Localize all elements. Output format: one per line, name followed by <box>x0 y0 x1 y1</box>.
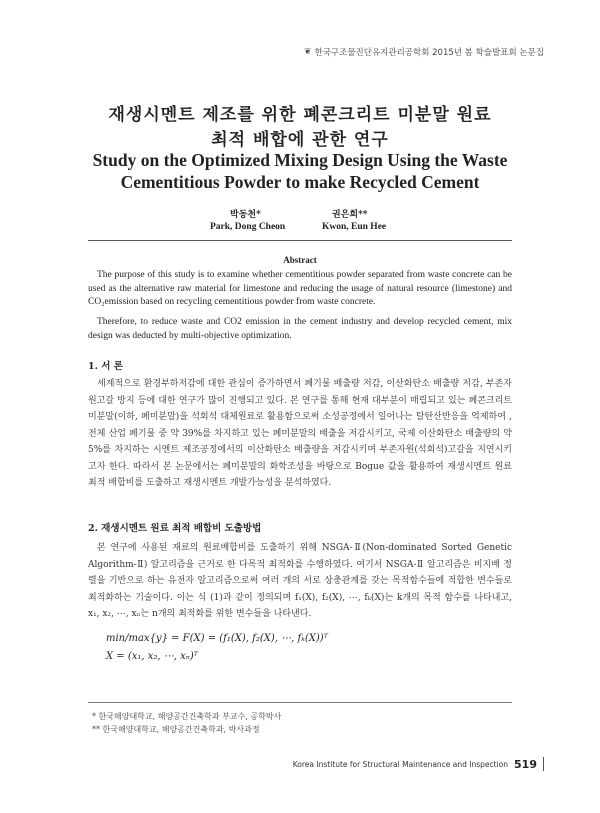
section-2-body: 본 연구에 사용된 재료의 원료배합비를 도출하기 위해 NSGA-Ⅱ(Non-dominated Sorted Genetic Algorithm-Ⅱ) 알고리즘을 근거로 한 다목적 최적화를 수행하였다. 여기서 NSGA-Ⅱ 알고리즘은 비지배 정렬을 기반으로 하는 유전자 알고리즘으로써 여러 개의 서로 상충관계를 갖는 목적함수들에 적합한 변수들로 최적화하는 기술이다. 이는 식 (1)과 같이 정의되며 f₁(X), f₂(X), ⋯, fₖ(X)는 k개의 목적 함수를 나타내고, x₁, x₂, ⋯, xₙ는 n개의 최적화를 위한 변수들을 나타낸다. <box>88 543 512 619</box>
title-english-line-2: Cementitious Powder to make Recycled Cement <box>120 172 480 192</box>
title-korean-line-2: 최적 배합에 관한 연구 <box>211 130 389 150</box>
page-footer <box>293 757 544 771</box>
page-number: 519 <box>514 757 537 771</box>
title-korean-line-1: 재생시멘트 제조를 위한 폐콘크리트 미분말 원료 <box>108 105 492 125</box>
section-1-heading: 1. 서 론 <box>88 361 123 372</box>
footnote-2: ** 한국해양대학교, 해양공간건축학과, 박사과정 <box>92 725 260 734</box>
abstract-paragraph-1: The purpose of this study is to examine whether cementitious powder separated from waste concrete can be used as the alternative raw material for limestone and reducing the usage of natural resource (limestone) and CO₂emission based on recycling cementitious powder from waste concrete. <box>88 270 512 307</box>
leaf-icon: ❦ <box>303 47 312 57</box>
footnote-1: * 한국해양대학교, 해양공간건축학과 부교수, 공학박사 <box>92 712 282 721</box>
author-1-english: Park, Dong Cheon <box>210 222 286 232</box>
equation-2: X = (x₁, x₂, ⋯, xₙ)ᵀ <box>106 651 198 662</box>
author-1-korean: 박동천* <box>230 210 261 220</box>
footer-society-name: Korea Institute for Structural Maintenance and Inspection <box>292 759 509 769</box>
equation-1: min/max{y} = F(X) = (f₁(X), f₂(X), ⋯, fₖ(X))ᵀ <box>106 633 328 644</box>
abstract-heading: Abstract <box>283 255 317 265</box>
section-2-heading: 2. 재생시멘트 원료 최적 배합비 도출방법 <box>88 523 262 534</box>
footer-bar <box>543 757 544 771</box>
author-2-english: Kwon, Eun Hee <box>322 222 387 232</box>
author-2-korean: 권은희** <box>332 210 368 220</box>
title-divider <box>88 240 512 241</box>
running-header-text: 한국구조물진단유지관리공학회 2015년 봄 학술발표회 논문집 <box>314 48 544 58</box>
section-1-body: 세계적으로 환경부하저감에 대한 관심이 증가하면서 폐기물 배출량 저감, 이산화탄소 배출량 저감, 부존자원고갈 방지 등에 대한 연구가 많이 진행되고 있다. 본 연구를 통해 현재 대부분이 매립되고 있는 폐콘크리트 미분말(이하, 폐미분말)을 석회석 대체원료로 활용함으로써 소성공정에서 일어나는 탈탄산반응을 억제하여 , 전체 산업 폐기물 중 약 39%를 차지하고 있는 폐미분말의 배출을 저감시키고, 국제 이산화탄소 배출량의 약 5%를 차지하는 시멘트 제조공정에서의 이산화탄소 배출량을 저감시키며 부존자원(석회석)고갈을 지연시키고자 한다. 따라서 본 논문에서는 폐미분말의 화학조성을 바탕으로 Bogue 값을 활용하여 재생시멘트 원료 최적 배합비를 도출하고 재생시멘트 개발가능성을 분석하였다. <box>88 379 512 488</box>
abstract-paragraph-2: Therefore, to reduce waste and CO2 emission in the cement industry and develop recycled cement, mix design was deducted by multi-objective optimization. <box>88 317 512 341</box>
title-english-line-1: Study on the Optimized Mixing Design Using the Waste <box>92 150 508 170</box>
footnote-divider <box>88 702 512 703</box>
running-header <box>304 46 544 58</box>
